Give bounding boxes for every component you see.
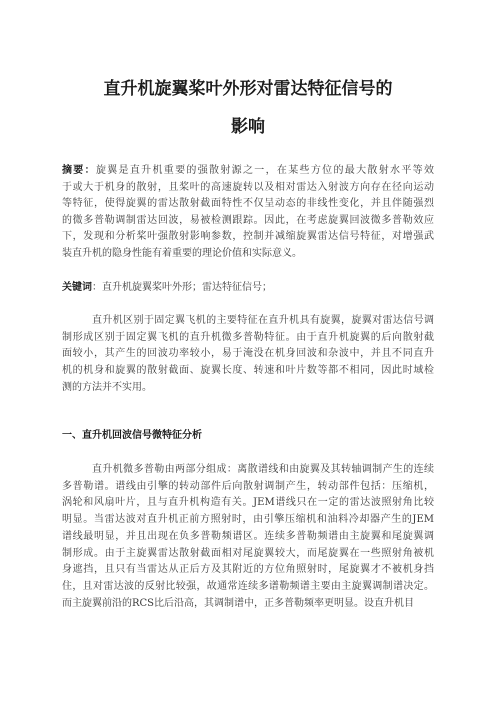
title-line-2: 影响 [231,117,265,137]
paragraph-line: 直升机区别于固定翼飞机的主要特征在直升机具有旋翼，旋翼对雷达信号调 [92,315,434,326]
keywords-text: ：直升机旋翼桨叶外形；雷达特征信号； [92,282,272,293]
paragraph-line: 多普勒谱。谱线由引擎的转动部件后向散射调制产生，转动部件包括：压缩机， [62,481,434,492]
title-line-1: 直升机旋翼桨叶外形对雷达特征信号的 [103,79,393,99]
keywords-label: 关键词 [62,282,92,293]
keywords-line [62,281,434,294]
paragraph-line: 身遮挡，且只有当雷达从正后方及其附近的方位角照射时，尾旋翼才不被机身挡 [62,564,434,575]
paragraph-line: 测的方法并不实用。 [62,382,152,393]
paragraph-line: 直升机微多普勒由两部分组成：离散谱线和由旋翼及其转轴调制产生的连续 [92,464,434,475]
abstract-line: 等特征，使得旋翼的雷达散射截面特性不仅呈动态的非线性变化，并且伴随强烈 [62,198,434,209]
paragraph-line: 而主旋翼前沿的RCS比后沿高，其调制谱中，正多普勒频率更明显。设直升机目 [62,598,415,609]
abstract-line: 装直升机的隐身性能有着重要的理论价值和实际意义。 [62,248,302,259]
paragraph-line: 涡轮和风扇叶片，且与直升机构造有关。JEM谱线只在一定的雷达波照射角比较 [62,497,434,508]
paragraph-line: 明显。当雷达波对直升机正前方照射时，由引擎压缩机和油料冷却器产生的JEM [62,514,434,525]
section-heading: 一、直升机回波信号微特征分析 [62,430,202,441]
paragraph-line: 机的机身和旋翼的散射截面、旋翼长度、转速和叶片数等都不相同，因此时域检 [62,365,434,376]
abstract-line: 的微多普勒调制雷达回波，易被检测跟踪。因此，在考虑旋翼回波微多普勒效应 [62,215,434,226]
paragraph-line: 制形成。由于主旋翼雷达散射截面相对尾旋翼较大，而尾旋翼在一些照射角被机 [62,548,434,559]
paragraph-line: 面较小，其产生的回波功率较小，易于淹没在机身回波和杂波中，并且不同直升 [62,348,434,359]
abstract-line: 摘要：旋翼是直升机重要的强散射源之一，在某些方位的最大散射水平等效 [62,165,434,176]
paragraph-line: 谱线最明显，并且出现在负多普勒频谱区。连续多普勒频谱由主旋翼和尾旋翼调 [62,531,434,542]
paragraph-line: 住，且对雷达波的反射比较强，故通常连续多谱勒频谱主要由主旋翼调制谱决定。 [62,581,434,592]
abstract-line: 于或大于机身的散射，且桨叶的高速旋转以及相对雷达入射波方向存在径向运动 [62,182,434,193]
paragraph-line: 制形成区别于固定翼飞机的直升机微多普勒特征。由于直升机旋翼的后向散射截 [62,332,434,343]
abstract-line: 下，发现和分析桨叶强散射影响参数，控制并减缩旋翼雷达信号特征，对增强武 [62,231,434,242]
abstract-label: 摘要： [62,165,96,176]
